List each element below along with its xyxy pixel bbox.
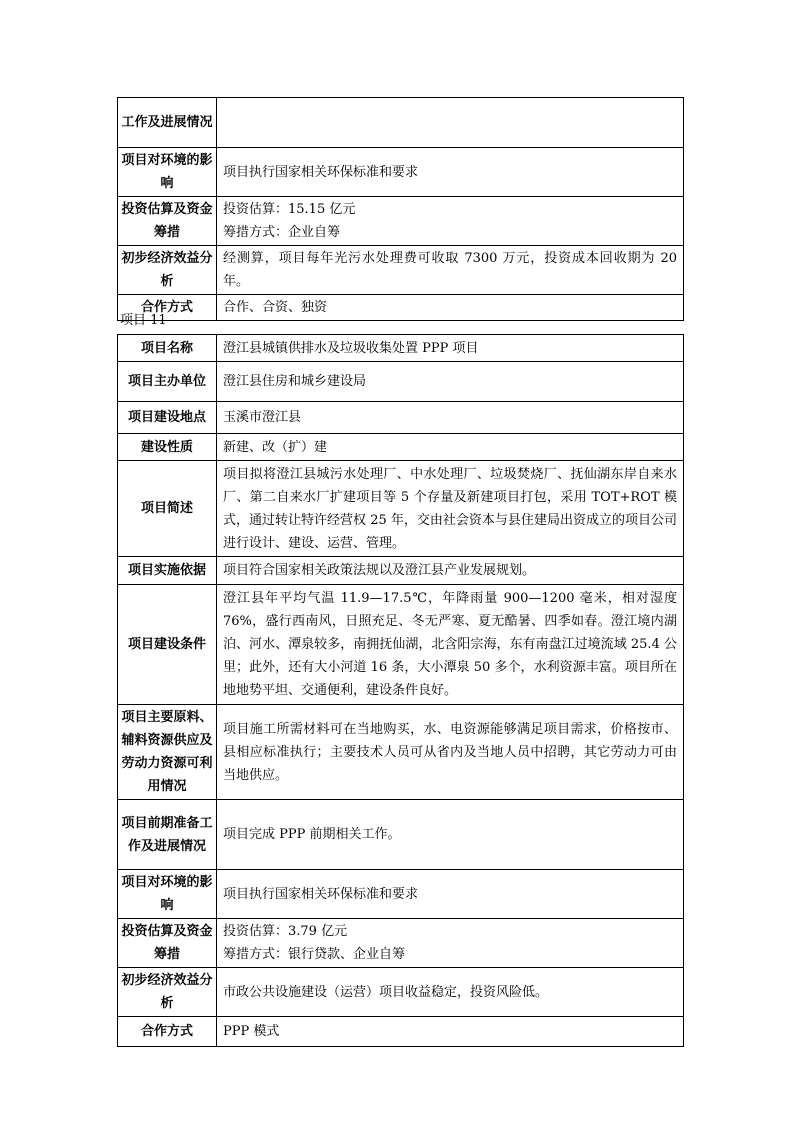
row-value: 澄江县年平均气温 11.9—17.5℃，年降雨量 900—1200 毫米，相对湿度 76%，盛行西南风，日照充足、冬无严寒、夏无酷暑、四季如春。澄江境内湖泊、河水、潭泉较多，南拥抚仙湖，北含阳宗海，东有南盘江过境流域 25.4 公里；此外，还有大小河道 16 条，大小潭泉 50 多个，水利资源丰富。项目所在地地势平坦、交通便利，建设条件良好。 [217,585,684,705]
row-value: 澄江县城镇供排水及垃圾收集处置 PPP 项目 [217,335,684,362]
row-value: 项目拟将澄江县城污水处理厂、中水处理厂、垃圾焚烧厂、抚仙湖东岸自来水厂、第二自来水厂扩建项目等 5 个存量及新建项目打包，采用 TOT+ROT 模式，通过转让特许经营权 25 年，交由社会资本与县住建局出资成立的项目公司进行设计、建设、运营、管理。 [217,461,684,557]
row-label: 项目主要原料、辅料资源供应及劳动力资源可利用情况 [118,705,217,800]
row-value [217,197,684,246]
table-row [118,335,684,362]
row-label: 项目主办单位 [118,362,217,402]
row-value: PPP 模式 [217,1017,684,1047]
project-10-continued-table [117,97,684,321]
funding-method: 筹措方式：银行贷款、企业自筹 [223,947,406,962]
table-row [118,98,684,148]
table-row [118,705,684,800]
row-value [217,98,684,148]
table-row [118,1017,684,1047]
row-value: 新建、改（扩）建 [217,434,684,461]
row-value [217,919,684,968]
row-label: 项目对环境的影响 [118,148,217,197]
row-label: 初步经济效益分析 [118,968,217,1017]
row-value: 项目符合国家相关政策法规以及澄江县产业发展规划。 [217,557,684,585]
table-row [118,919,684,968]
row-value: 市政公共设施建设（运营）项目收益稳定，投资风险低。 [217,968,684,1017]
row-label: 项目实施依据 [118,557,217,585]
table-row [118,557,684,585]
table-row [118,246,684,295]
table-row [118,402,684,434]
row-value: 玉溪市澄江县 [217,402,684,434]
table-row [118,870,684,919]
table-row [118,968,684,1017]
project-caption: 项目 11 [120,313,167,328]
row-value: 澄江县住房和城乡建设局 [217,362,684,402]
funding-method: 筹措方式：企业自筹 [223,225,341,240]
table-row [118,800,684,870]
table-row [118,295,684,321]
row-value: 项目施工所需材料可在当地购买，水、电资源能够满足项目需求，价格按市、县相应标准执行；主要技术人员可从省内及当地人员中招聘，其它劳动力可由当地供应。 [217,705,684,800]
table-row [118,434,684,461]
row-value: 项目执行国家相关环保标准和要求 [217,870,684,919]
table-row [118,148,684,197]
row-label: 项目建设地点 [118,402,217,434]
row-label: 合作方式 [118,295,217,321]
project-11-table [117,334,684,1047]
row-value: 项目完成 PPP 前期相关工作。 [217,800,684,870]
row-label: 初步经济效益分析 [118,246,217,295]
table-row [118,461,684,557]
row-label: 项目简述 [118,461,217,557]
row-label: 投资估算及资金筹措 [118,197,217,246]
investment-estimate: 投资估算：3.79 亿元 [223,924,348,939]
table-row [118,585,684,705]
row-label: 工作及进展情况 [118,98,217,148]
row-value: 合作、合资、独资 [217,295,684,321]
row-label: 投资估算及资金筹措 [118,919,217,968]
table-row [118,362,684,402]
row-label: 项目名称 [118,335,217,362]
row-label: 项目建设条件 [118,585,217,705]
row-label: 建设性质 [118,434,217,461]
row-value: 项目执行国家相关环保标准和要求 [217,148,684,197]
row-label: 合作方式 [118,1017,217,1047]
row-label: 项目对环境的影响 [118,870,217,919]
investment-estimate: 投资估算：15.15 亿元 [223,202,356,217]
table-row [118,197,684,246]
row-label: 项目前期准备工作及进展情况 [118,800,217,870]
row-value: 经测算，项目每年光污水处理费可收取 7300 万元，投资成本回收期为 20 年。 [217,246,684,295]
